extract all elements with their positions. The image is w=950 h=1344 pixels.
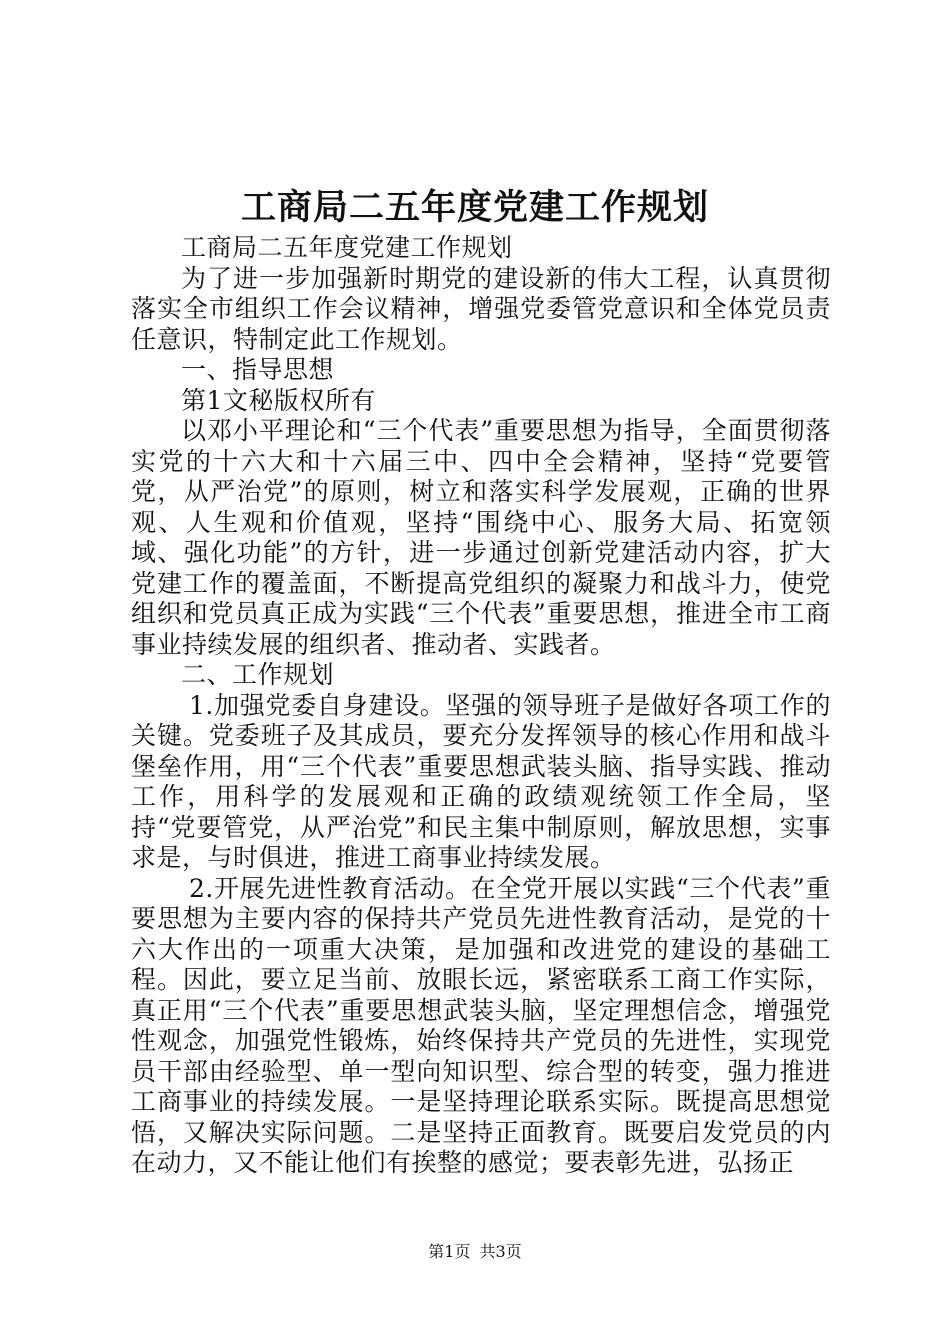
paragraph-copyright-note: 第1文秘版权所有 — [181, 385, 376, 415]
paragraph-item-1: 1.加强党委自身建设。坚强的领导班子是做好各项工作的关键。党委班子及其成员，要充分发挥领导的核心作用和战斗堡垒作用，用“三个代表”重要思想武装头脑、指导实践、推动工作，用科学的发展观和正确的政绩观统领工作全局，坚持“党要管党，从严治党”和民主集中制原则，解放思想，实事求是，与时俱进，推进工商事业持续发展。 — [131, 690, 831, 872]
section-heading-work-plan: 二、工作规划 — [181, 660, 335, 689]
section-heading-guiding-thought: 一、指导思想 — [181, 355, 335, 384]
page-number: 第1页 — [428, 1242, 471, 1261]
paragraph-intro: 为了进一步加强新时期党的建设新的伟大工程，认真贯彻落实全市组织工作会议精神，增强党委管党意识和全体党员责任意识，特制定此工作规划。 — [131, 263, 831, 354]
document-body — [131, 233, 831, 1179]
page-footer — [0, 1242, 950, 1262]
paragraph-subtitle: 工商局二五年度党建工作规划 — [181, 233, 513, 262]
document-title: 工商局二五年度党建工作规划 — [240, 187, 709, 228]
page-total: 共3页 — [479, 1242, 522, 1261]
paragraph-guiding-thought: 以邓小平理论和“三个代表”重要思想为指导，全面贯彻落实党的十六大和十六届三中、四中全会精神，坚持“党要管党，从严治党”的原则，树立和落实科学发展观，正确的世界观、人生观和价值观，坚持“围绕中心、服务大局、拓宽领域、强化功能”的方针，进一步通过创新党建活动内容，扩大党建工作的覆盖面，不断提高党组织的凝聚力和战斗力，使党组织和党员真正成为实践“三个代表”重要思想，推进全市工商事业持续发展的组织者、推动者、实践者。 — [131, 416, 831, 659]
paragraph-item-2: 2.开展先进性教育活动。在全党开展以实践“三个代表”重要思想为主要内容的保持共产党员先进性教育活动，是党的十六大作出的一项重大决策，是加强和改进党的建设的基础工程。因此，要立足当前、放眼长远，紧密联系工商工作实际，真正用“三个代表”重要思想武装头脑，坚定理想信念，增强党性观念，加强党性锻炼，始终保持共产党员的先进性，实现党员干部由经验型、单一型向知识型、综合型的转变，强力推进工商事业的持续发展。一是坚持理论联系实际。既提高思想觉悟，又解决实际问题。二是坚持正面教育。既要启发党员的内在动力，又不能让他们有挨整的感觉；要表彰先进，弘扬正 — [131, 873, 831, 1177]
